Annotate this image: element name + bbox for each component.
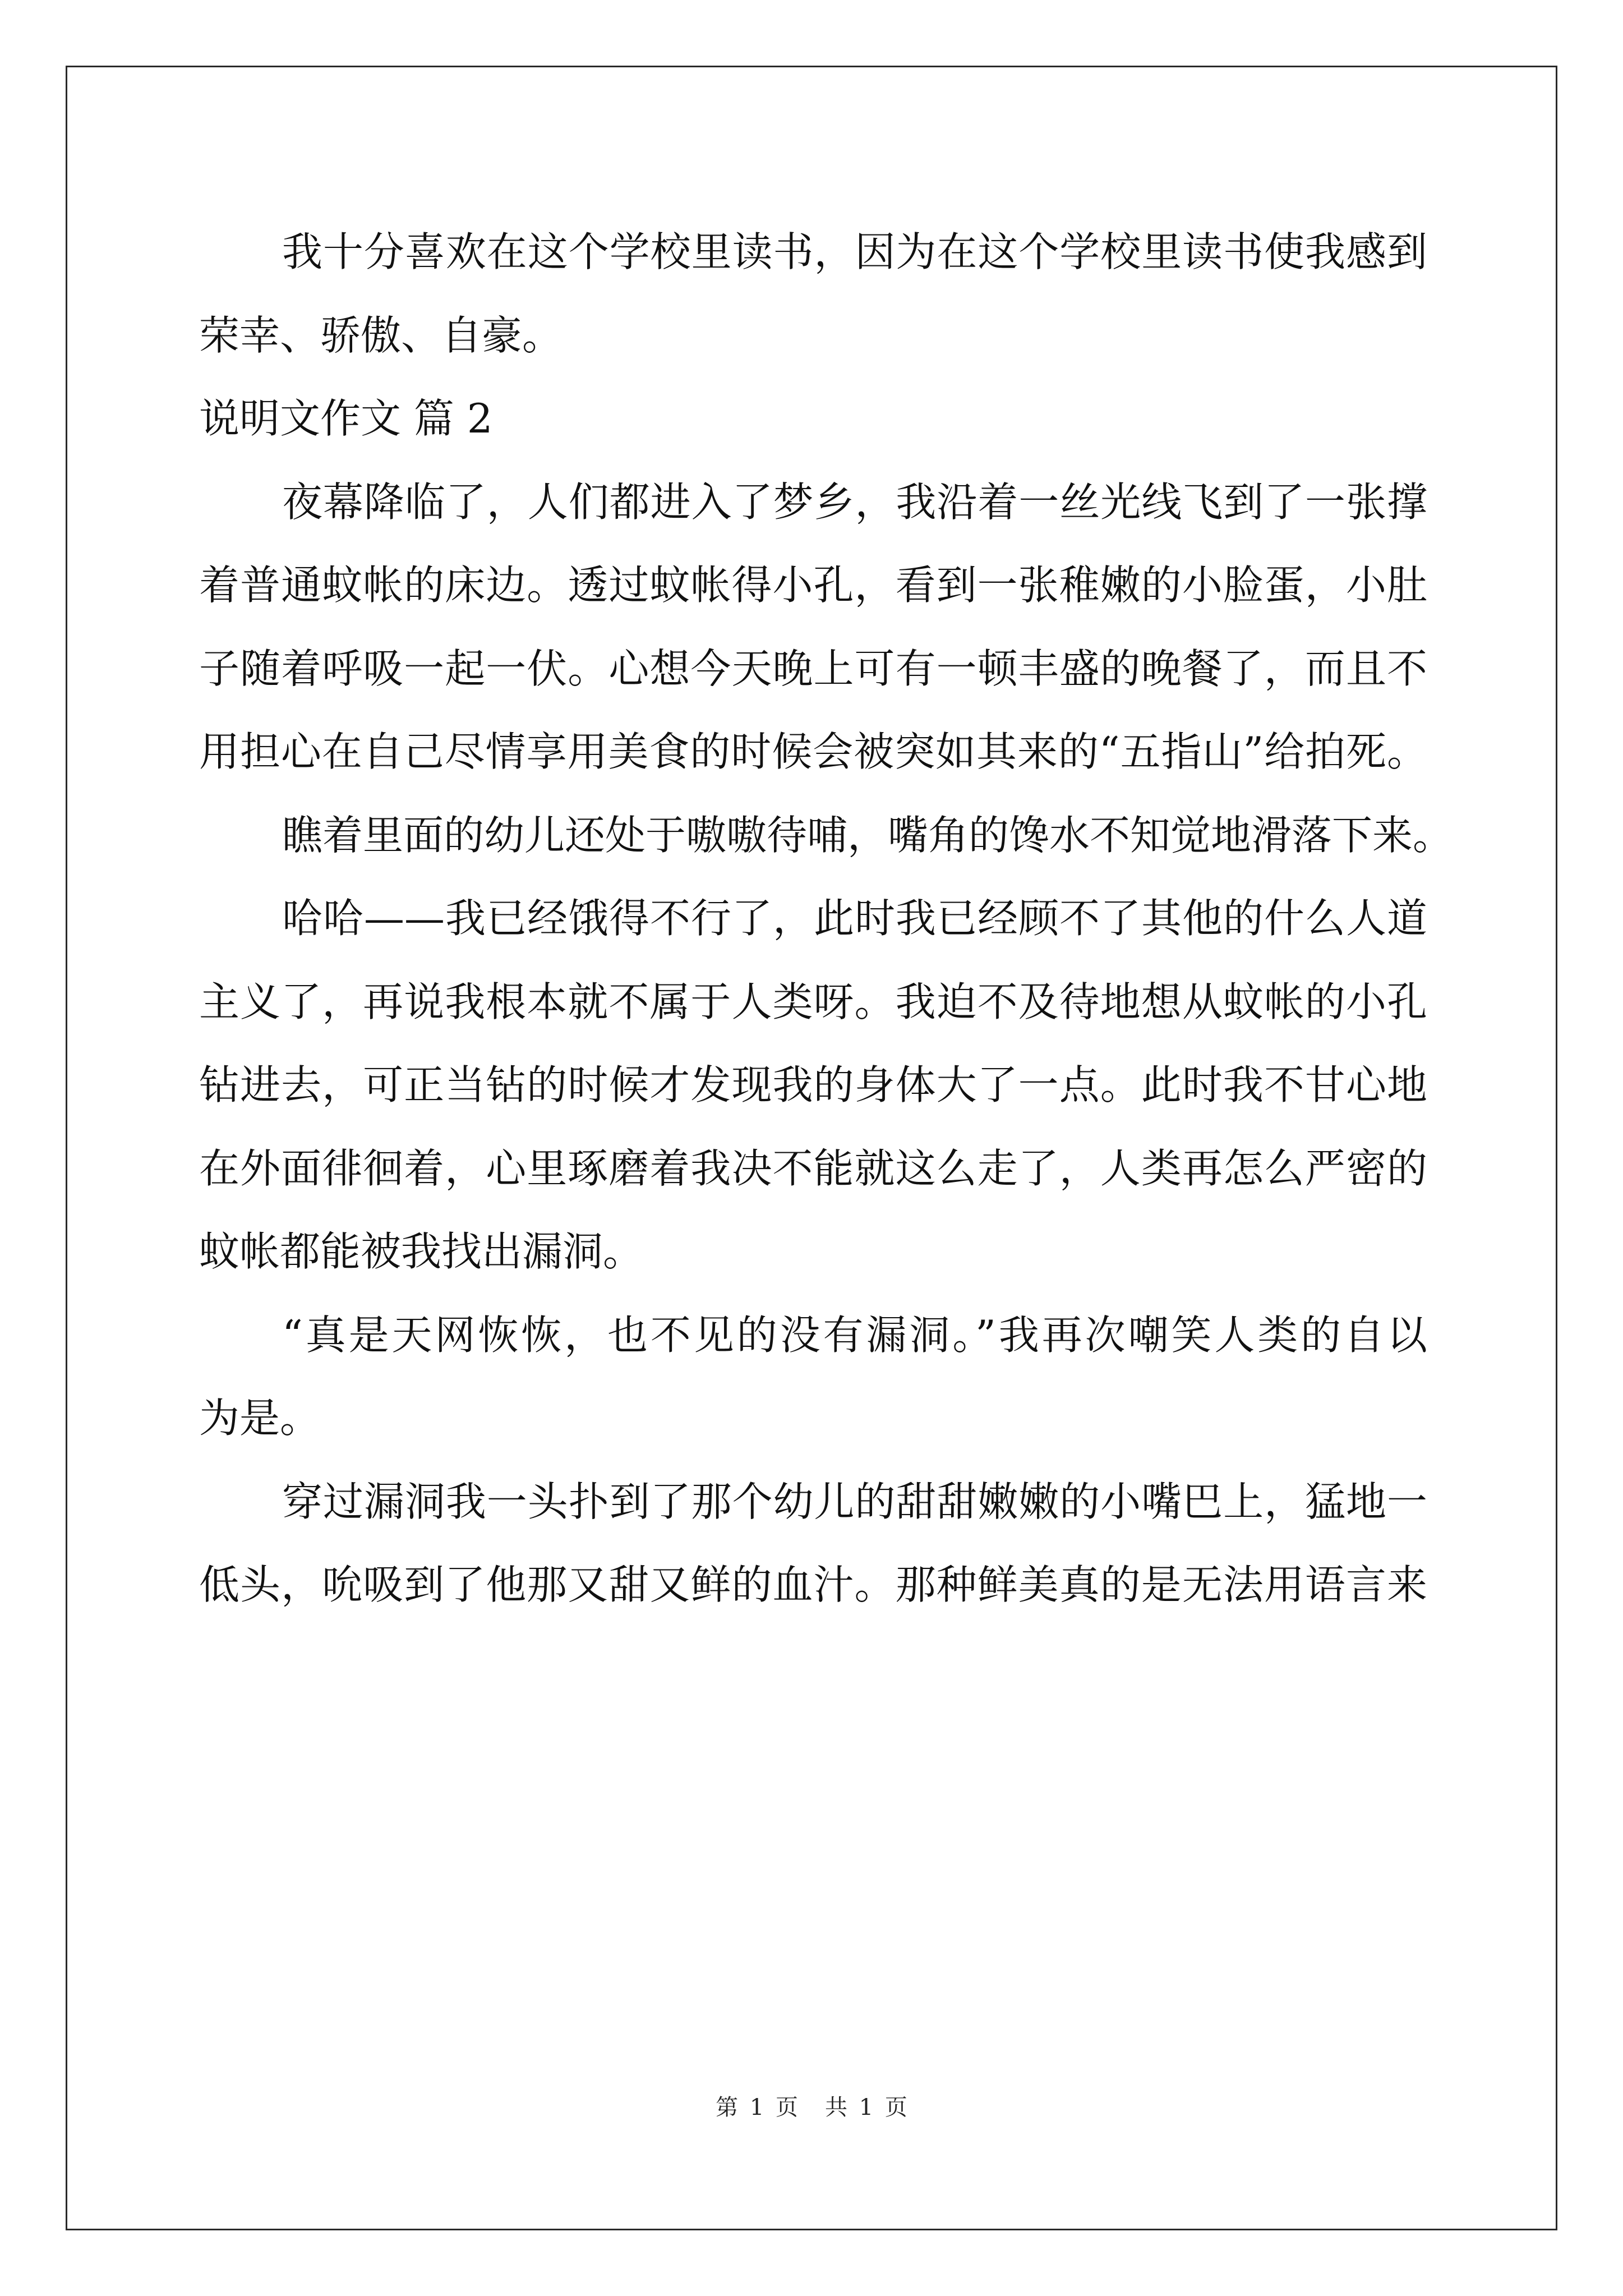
- text-line: 夜幕降临了，人们都进入了梦乡，我沿着一丝光线飞到了一张撑: [282, 478, 1427, 526]
- page-footer: [0, 2090, 1623, 2122]
- text-line: 蚊帐都能被我找出漏洞。: [199, 1228, 644, 1275]
- page-total: 共 1 页: [825, 2095, 907, 2120]
- text-line: 荣幸、骄傲、自豪。: [199, 311, 563, 359]
- text-line: 低头，吮吸到了他那又甜又鲜的血汁。那种鲜美真的是无法用语言来: [199, 1561, 1427, 1608]
- text-line: 主义了，再说我根本就不属于人类呀。我迫不及待地想从蚊帐的小孔: [199, 978, 1427, 1025]
- text-line: 哈哈——我已经饿得不行了，此时我已经顾不了其他的什么人道: [282, 895, 1427, 942]
- text-line: 我十分喜欢在这个学校里读书，因为在这个学校里读书使我感到: [282, 228, 1427, 275]
- document-body: [199, 210, 1454, 1627]
- text-line: 着普通蚊帐的床边。透过蚊帐得小孔，看到一张稚嫩的小脸蛋，小肚: [199, 562, 1427, 609]
- text-line: “真是天网恢恢，也不见的没有漏洞。”我再次嘲笑人类的自以: [282, 1311, 1427, 1359]
- section-heading: 说明文作文 篇 2: [199, 395, 493, 442]
- text-line: 在外面徘徊着，心里琢磨着我决不能就这么走了，人类再怎么严密的: [199, 1144, 1427, 1192]
- text-line: 穿过漏洞我一头扑到了那个幼儿的甜甜嫩嫩的小嘴巴上，猛地一: [282, 1478, 1427, 1525]
- text-line: 子随着呼吸一起一伏。心想今天晚上可有一顿丰盛的晚餐了，而且不: [199, 645, 1427, 692]
- text-line: 钻进去，可正当钻的时候才发现我的身体大了一点。此时我不甘心地: [199, 1061, 1427, 1108]
- text-line: 瞧着里面的幼儿还处于嗷嗷待哺，嘴角的馋水不知觉地滑落下来。: [282, 811, 1454, 859]
- text-line: 用担心在自己尽情享用美食的时候会被突如其来的“五指山”给拍死。: [199, 728, 1427, 775]
- page-number: 第 1 页: [716, 2095, 798, 2120]
- text-line: 为是。: [199, 1395, 321, 1442]
